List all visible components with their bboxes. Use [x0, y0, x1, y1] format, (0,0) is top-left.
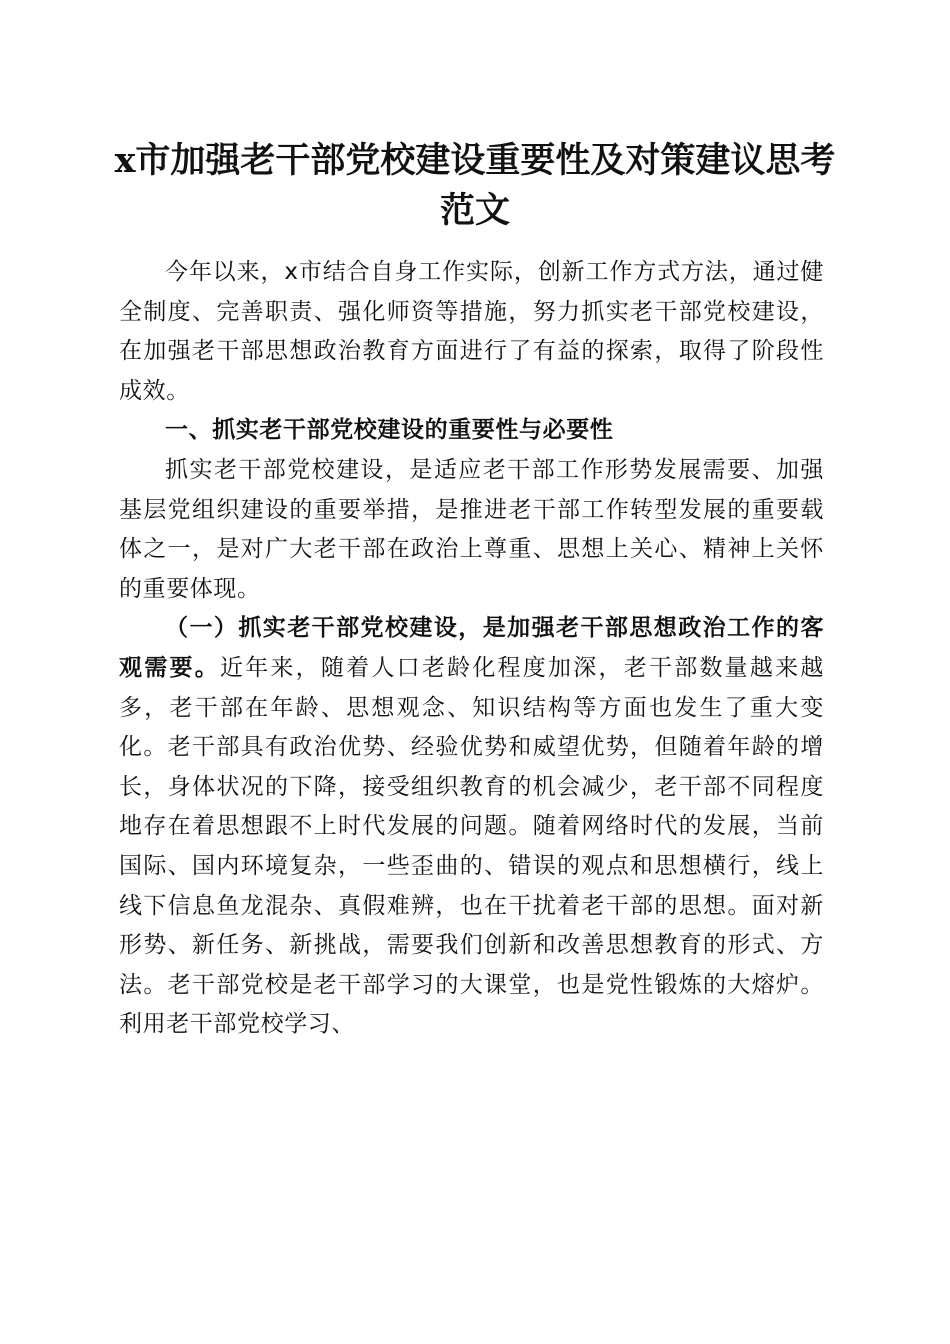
- section-1-paragraph: 抓实老干部党校建设，是适应老干部工作形势发展需要、加强基层党组织建设的重要举措，是推进老干部工作转型发展的重要载体之一，是对广大老干部在政治上尊重、思想上关心、精神上关怀的重要体现。: [119, 456, 824, 602]
- subsection-1-text: 近年来，随着人口老龄化程度加深，老干部数量越来越多，老干部在年龄、思想观念、知识结构等方面也发生了重大变化。老干部具有政治优势、经验优势和威望优势，但随着年龄的增长，身体状况的下降，接受组织教育的机会减少，老干部不同程度地存在着思想跟不上时代发展的问题。随着网络时代的发展，当前国际、国内环境复杂，一些歪曲的、错误的观点和思想横行，线上线下信息鱼龙混杂、真假难辨，也在干扰着老干部的思想。面对新形势、新任务、新挑战，需要我们创新和改善思想教育的形式、方法。老干部党校是老干部学习的大课堂，也是党性锻炼的大熔炉。利用老干部党校学习、: [119, 654, 824, 1038]
- subsection-1-paragraph: [119, 609, 824, 1045]
- section-heading-1: 一、抓实老干部党校建设的重要性与必要性: [165, 417, 614, 444]
- document-body: [119, 253, 824, 1045]
- intro-paragraph: 今年以来，x市结合自身工作实际，创新工作方式方法，通过健全制度、完善职责、强化师资等措施，努力抓实老干部党校建设，在加强老干部思想政治教育方面进行了有益的探索，取得了阶段性成效。: [119, 259, 824, 404]
- document-title: x市加强老干部党校建设重要性及对策建议思考范文: [114, 140, 836, 231]
- subsection-1-lead: （一）抓实老干部党校建设，是加强老干部思想政治工作的客观需要。: [119, 615, 824, 681]
